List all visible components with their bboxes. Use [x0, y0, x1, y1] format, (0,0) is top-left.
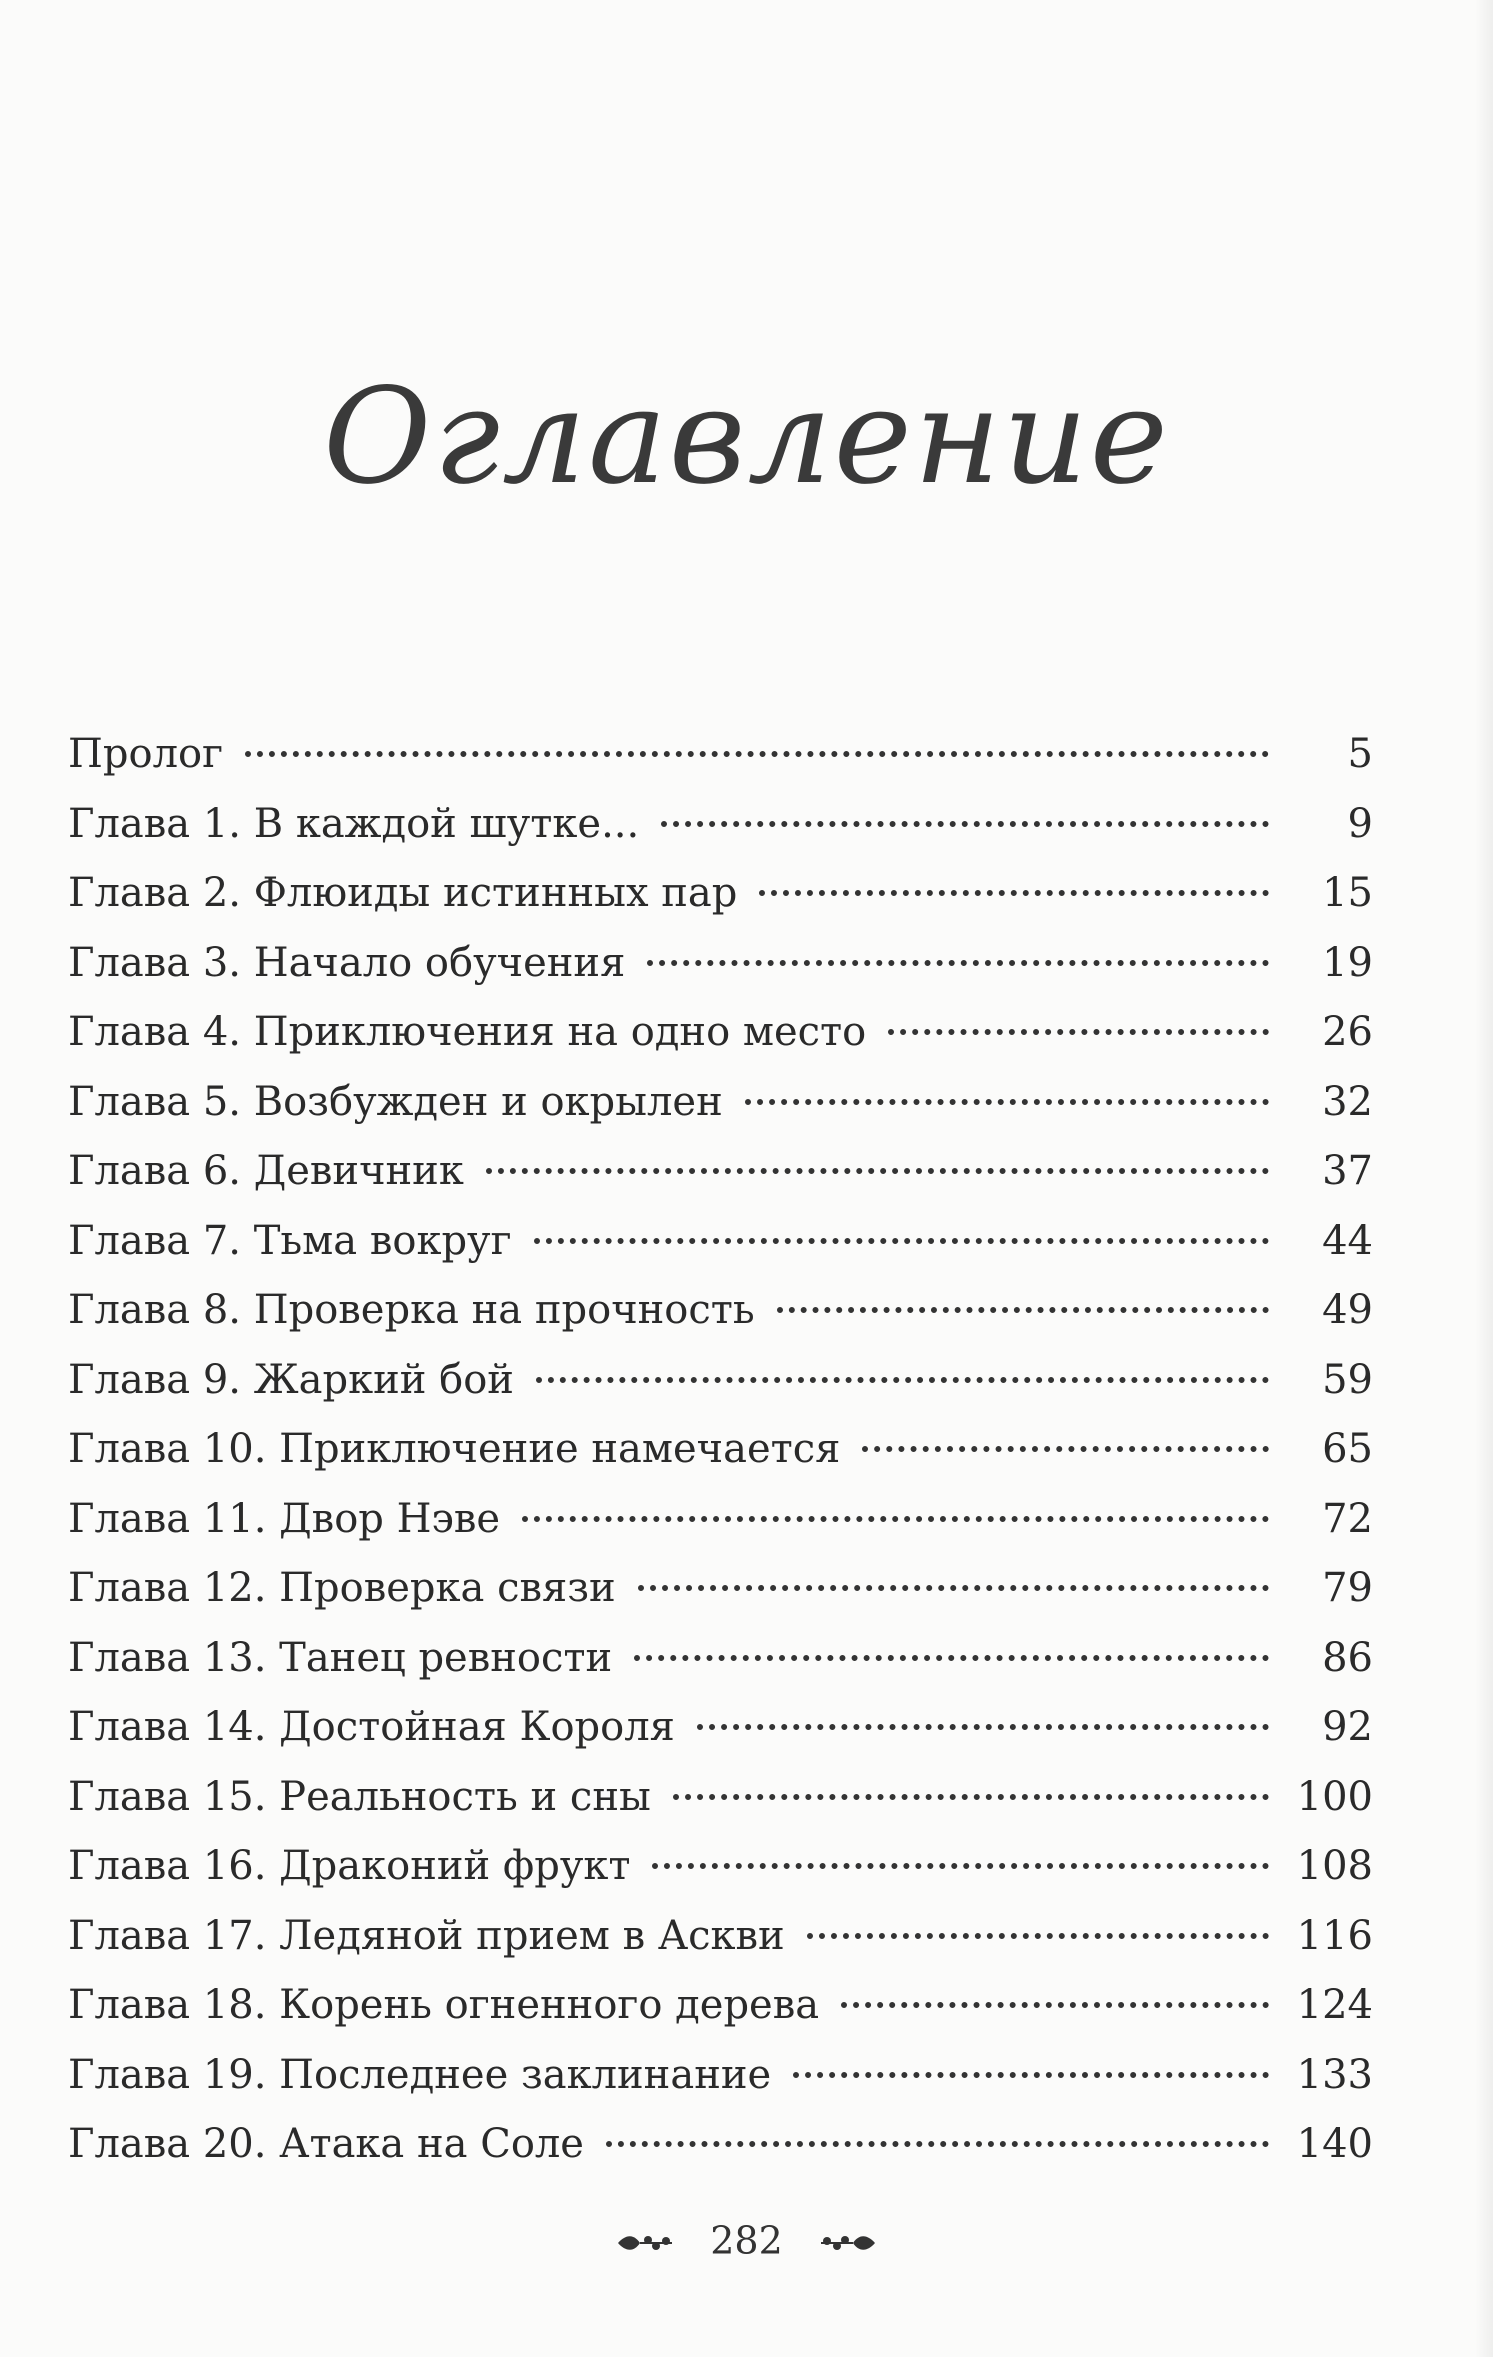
toc-entry: [68, 859, 1373, 929]
toc-entry-page-number: 5: [1347, 731, 1373, 777]
toc-entry-label: Глава 20. Атака на Соле: [68, 2121, 584, 2167]
dot-leader: [652, 1863, 1269, 1869]
toc-entry-label: Глава 10. Приключение намечается: [68, 1426, 841, 1472]
page-title: Оглавление: [323, 360, 1170, 514]
toc-entry-label: Глава 7. Тьма вокруг: [68, 1217, 512, 1264]
toc-entry: [68, 929, 1373, 999]
toc-entry: [68, 720, 1373, 790]
toc-entry-page-number: 65: [1322, 1426, 1373, 1472]
dot-leader: [245, 751, 1269, 757]
toc-entry: [68, 1415, 1373, 1485]
toc-entry: [68, 1346, 1373, 1416]
toc-entry: [68, 1068, 1373, 1138]
toc-entry-page-number: 116: [1296, 1912, 1373, 1959]
toc-entry-page-number: 49: [1322, 1287, 1373, 1333]
toc-entry-label: Глава 12. Проверка связи: [68, 1565, 616, 1611]
toc-entry-page-number: 26: [1322, 1009, 1373, 1055]
floral-ornament-icon: [819, 2219, 877, 2263]
toc-entry-page-number: 108: [1296, 1843, 1373, 1889]
dot-leader: [522, 1516, 1269, 1522]
toc-entry-page-number: 59: [1322, 1356, 1373, 1403]
floral-ornament-icon: [616, 2219, 674, 2263]
dot-leader: [807, 1933, 1269, 1939]
toc-entry-label: Глава 15. Реальность и сны: [68, 1773, 651, 1820]
toc-entry-page-number: 133: [1296, 2051, 1373, 2098]
toc-entry-label: Глава 13. Танец ревности: [68, 1634, 613, 1681]
toc-entry-label: Глава 17. Ледяной прием в Аскви: [68, 1912, 785, 1959]
toc-entry: [68, 1971, 1373, 2041]
toc-entry-label: Глава 16. Драконий фрукт: [68, 1843, 631, 1889]
dot-leader: [793, 2072, 1269, 2078]
dot-leader: [888, 1029, 1269, 1035]
toc-entry-label: Глава 11. Двор Нэве: [68, 1495, 501, 1542]
page-edge-shadow: [1475, 0, 1493, 2357]
toc-entry-label: Глава 4. Приключения на одно место: [68, 1009, 867, 1055]
toc-entry-page-number: 124: [1296, 1982, 1373, 2028]
toc-entry-page-number: 37: [1322, 1148, 1373, 1194]
table-of-contents: [68, 720, 1373, 2180]
toc-entry-label: Глава 14. Достойная Короля: [68, 1704, 675, 1750]
toc-entry-page-number: 72: [1322, 1495, 1373, 1542]
dot-leader: [486, 1168, 1269, 1174]
toc-entry: [68, 1207, 1373, 1277]
toc-entry: [68, 998, 1373, 1068]
toc-entry-label: Глава 9. Жаркий бой: [68, 1356, 514, 1403]
toc-entry-page-number: 15: [1322, 870, 1373, 916]
toc-entry-page-number: 86: [1322, 1634, 1373, 1681]
toc-entry: [68, 1624, 1373, 1694]
toc-entry-page-number: 100: [1296, 1773, 1373, 1820]
toc-entry-label: Глава 2. Флюиды истинных пар: [68, 870, 738, 916]
dot-leader: [841, 2002, 1269, 2008]
toc-entry-label: Глава 19. Последнее заклинание: [68, 2051, 772, 2098]
toc-entry: [68, 1276, 1373, 1346]
toc-entry: [68, 1485, 1373, 1555]
toc-entry-label: Пролог: [68, 731, 224, 777]
toc-entry-page-number: 19: [1322, 939, 1373, 986]
dot-leader: [862, 1446, 1269, 1452]
toc-entry: [68, 2110, 1373, 2180]
dot-leader: [647, 960, 1269, 966]
toc-entry-label: Глава 8. Проверка на прочность: [68, 1287, 755, 1333]
toc-entry: [68, 1902, 1373, 1972]
page-footer: [0, 2215, 1493, 2263]
toc-entry-label: Глава 18. Корень огненного дерева: [68, 1982, 820, 2028]
dot-leader: [634, 1655, 1269, 1661]
page-number: 282: [710, 2218, 783, 2263]
dot-leader: [638, 1585, 1269, 1591]
toc-entry-page-number: 140: [1296, 2121, 1373, 2167]
toc-entry: [68, 1763, 1373, 1833]
toc-entry-label: Глава 6. Девичник: [68, 1148, 464, 1194]
toc-entry-page-number: 44: [1322, 1217, 1373, 1264]
toc-entry-page-number: 92: [1322, 1704, 1373, 1750]
toc-entry: [68, 790, 1373, 860]
toc-entry-page-number: 79: [1322, 1565, 1373, 1611]
dot-leader: [759, 890, 1269, 896]
toc-entry-label: Глава 5. Возбужден и окрылен: [68, 1078, 723, 1125]
toc-entry-page-number: 32: [1322, 1078, 1373, 1125]
toc-entry: [68, 1693, 1373, 1763]
dot-leader: [606, 2141, 1269, 2147]
toc-entry-label: Глава 3. Начало обучения: [68, 939, 626, 986]
dot-leader: [661, 821, 1269, 827]
toc-entry: [68, 1554, 1373, 1624]
toc-entry: [68, 1137, 1373, 1207]
toc-entry-label: Глава 1. В каждой шутке...: [68, 800, 640, 847]
dot-leader: [673, 1794, 1269, 1800]
dot-leader: [534, 1238, 1269, 1244]
dot-leader: [777, 1307, 1269, 1313]
toc-entry-page-number: 9: [1347, 800, 1373, 847]
dot-leader: [536, 1377, 1269, 1383]
toc-entry: [68, 1832, 1373, 1902]
dot-leader: [697, 1724, 1269, 1730]
toc-entry: [68, 2041, 1373, 2111]
dot-leader: [745, 1099, 1269, 1105]
